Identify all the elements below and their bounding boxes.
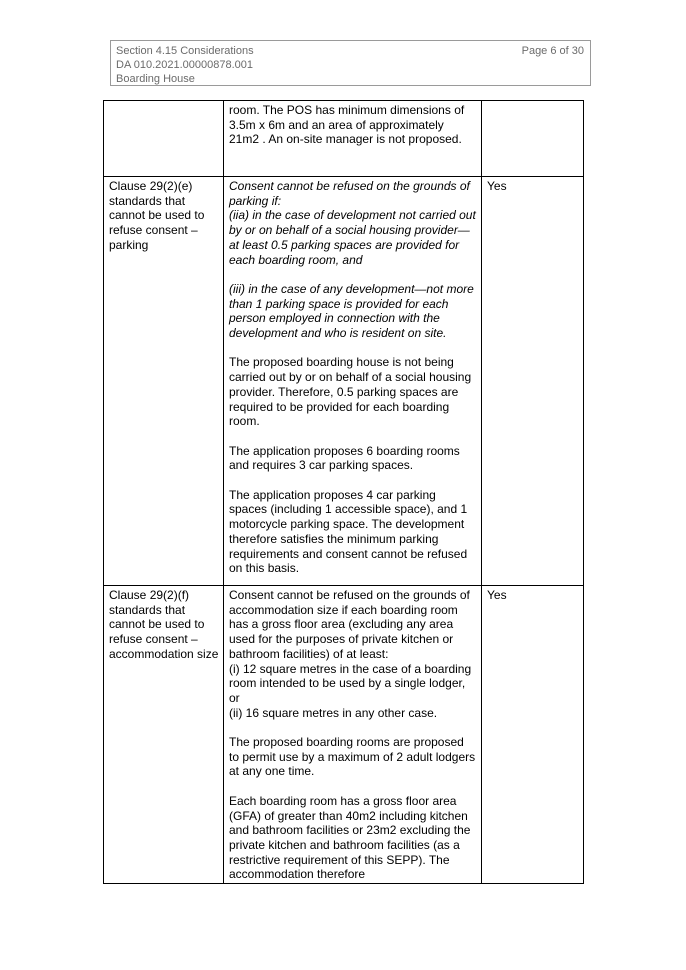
header-section-title: Section 4.15 Considerations	[116, 45, 254, 57]
assessment-cell	[224, 101, 482, 177]
clause-label: Clause 29(2)(e) standards that cannot be used to refuse consent – parking	[109, 179, 205, 252]
compliance-status: Yes	[487, 179, 507, 193]
table-row	[104, 586, 584, 884]
clause-cell	[104, 586, 224, 884]
header-document-type: Boarding House	[116, 73, 195, 85]
assessment-cell	[224, 586, 482, 884]
assessment-paragraph: room. The POS has minimum dimensions of 3.5m x 6m and an area of approximately 21m2 . An on-site manager is not proposed.	[229, 103, 465, 147]
sepp-requirement-paragraph: (ii) 16 square metres in any other case.	[229, 705, 438, 720]
sepp-quote-paragraph: (iii) in the case of any development—not more than 1 parking space is provided for each person employed in connection with the development and who is resident on site.	[229, 281, 474, 341]
assessment-paragraph: The proposed boarding house is not being carried out by or on behalf of a social housing provider. Therefore, 0.5 parking spaces are required to be provided for each boarding room.	[229, 355, 472, 429]
page-header	[110, 40, 591, 86]
sepp-requirement-paragraph: (i) 12 square metres in the case of a boarding room intended to be used by a single lodger, or	[229, 661, 472, 705]
table-row	[104, 101, 584, 177]
assessment-cell	[224, 177, 482, 586]
clause-label: Clause 29(2)(f) standards that cannot be used to refuse consent – accommodation size	[109, 588, 219, 661]
assessment-table	[103, 100, 584, 884]
compliance-cell	[482, 177, 584, 586]
sepp-requirement-paragraph: Consent cannot be refused on the grounds of accommodation size if each boarding room has a gross floor area (excluding any area used for the purposes of private kitchen or bathroom facilities) of at least:	[229, 588, 470, 661]
table-row	[104, 177, 584, 586]
sepp-quote-paragraph: Consent cannot be refused on the grounds of parking if:	[229, 179, 470, 208]
assessment-paragraph: The application proposes 4 car parking spaces (including 1 accessible space), and 1 motorcycle parking space. The development therefore satisfies the minimum parking requirements and consent cannot be refused on this basis.	[229, 487, 468, 576]
assessment-paragraph: The application proposes 6 boarding rooms and requires 3 car parking spaces.	[229, 443, 460, 473]
header-page-number: Page 6 of 30	[521, 45, 584, 57]
compliance-cell	[482, 101, 584, 177]
sepp-quote-paragraph: (iia) in the case of development not carried out by or on behalf of a social housing provider—at least 0.5 parking spaces are provided for each boarding room, and	[229, 208, 476, 267]
assessment-paragraph: Each boarding room has a gross floor area (GFA) of greater than 40m2 including kitchen and bathroom facilities or 23m2 excluding the private kitchen and bathroom facilities (as a restrictive requirement of this SEPP). The accommodation therefore	[229, 793, 471, 882]
assessment-paragraph: The proposed boarding rooms are proposed to permit use by a maximum of 2 adult lodgers at any one time.	[229, 735, 476, 779]
compliance-status: Yes	[487, 588, 507, 602]
clause-cell	[104, 177, 224, 586]
compliance-cell	[482, 586, 584, 884]
clause-cell	[104, 101, 224, 177]
header-da-number: DA 010.2021.00000878.001	[116, 59, 254, 71]
